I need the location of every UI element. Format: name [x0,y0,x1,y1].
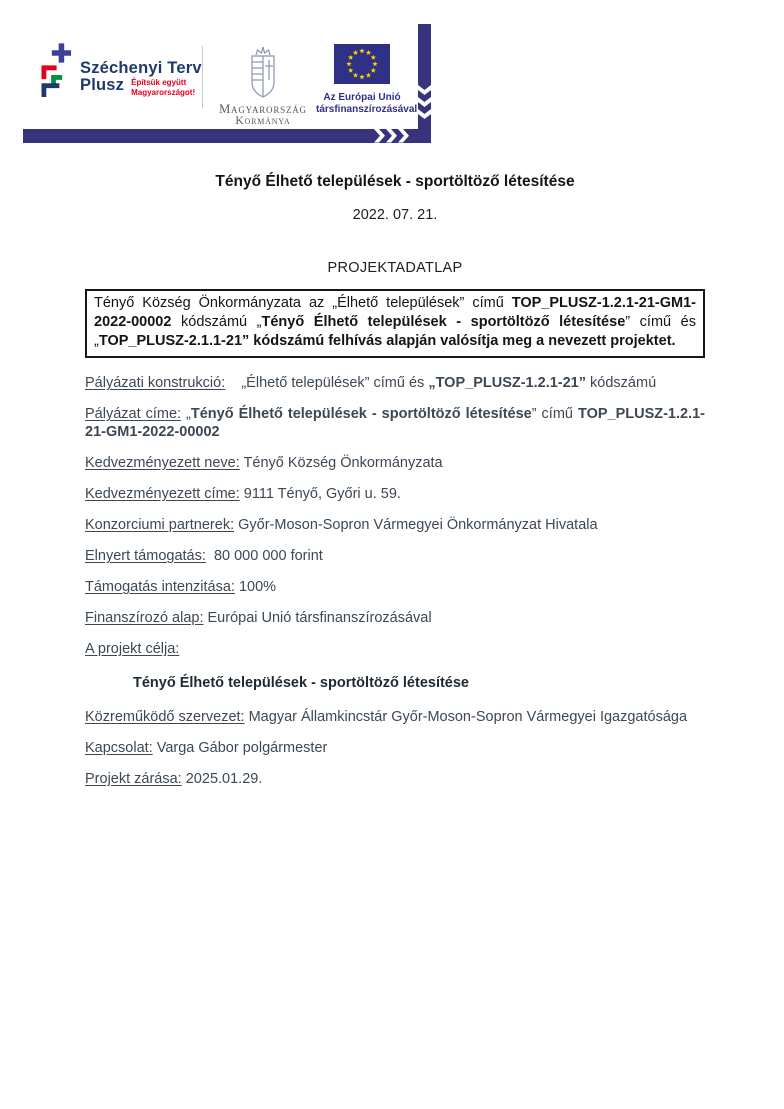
government-label-line2: Kormánya [235,115,291,127]
logo-divider [202,46,203,108]
funding-logo-header [0,0,784,160]
szechenyi-logo-line2: Plusz [80,76,125,94]
field-label: Kedvezményezett neve: [85,455,240,471]
eu-flag-icon [334,44,390,84]
field-label: Közreműködő szervezet: [85,709,245,725]
field-label: Projekt zárása: [85,771,182,787]
detail-paragraph [85,640,705,658]
chevron-down-icons [418,85,431,119]
szechenyi-plusz-icon [36,42,80,108]
document-heading: PROJEKTADATLAP [327,260,463,276]
project-objective-line: Tényő Élhető települések - sportöltöző létesítése [133,675,469,691]
horizontal-accent-bar [23,129,431,143]
detail-paragraph: Kedvezményezett címe: 9111 Tényő, Győri u. 59. [85,486,401,502]
field-label: Finanszírozó alap: [85,610,204,626]
eu-cofinancing-label: Az Európai Unió társfinanszírozásával [316,92,418,115]
detail-paragraph: Pályázati konstrukció: „Élhető települések” című és „TOP_PLUSZ-1.2.1-21” kódszámú [85,375,657,391]
field-label: Pályázat címe: [85,406,182,422]
government-label-line1: Magyarország [219,102,307,116]
detail-paragraph: Kapcsolat: Varga Gábor polgármester [85,740,328,756]
detail-paragraph: Konzorciumi partnerek: Győr-Moson-Sopron Vármegyei Önkormányzat Hivatala [85,517,598,533]
field-label: Támogatás intenzitása: [85,579,235,595]
project-summary-box: Tényő Község Önkormányzata az „Élhető települések” című TOP_PLUSZ-1.2.1-21-GM1-2022-00002 kódszámú „Tényő Élhető települések - sportöltöző létesítése” című és „TOP_PLUSZ-2.1.1-21” kódszámú felhívás alapján valósítja meg a nevezett projektet. [85,289,705,358]
project-details [85,374,705,788]
detail-paragraph: Támogatás intenzitása: 100% [85,579,277,595]
hungary-government-logo [218,42,308,127]
vertical-accent-bar [418,24,431,143]
document-date: 2022. 07. 21. [352,207,438,223]
field-label: Kedvezményezett címe: [85,486,240,502]
eu-cofinancing-logo [316,44,418,115]
szechenyi-logo-tagline: Építsük együtt Magyarországot! [131,78,196,97]
project-document [85,143,705,801]
szechenyi-logo-line1: Széchenyi Terv [80,59,202,77]
detail-paragraph: Projekt zárása: 2025.01.29. [85,771,263,787]
field-label: Kapcsolat: [85,740,153,756]
detail-paragraph: Pályázat címe: „Tényő Élhető települések - sportöltöző létesítése” című TOP_PLUSZ-1.2.1-21-GM1-2022-00002 [85,406,706,440]
detail-paragraph: Kedvezményezett neve: Tényő Község Önkormányzata [85,455,443,471]
detail-paragraph: Finanszírozó alap: Európai Unió társfinanszírozásával [85,610,432,626]
detail-paragraph: Elnyert támogatás: 80 000 000 forint [85,548,323,564]
detail-paragraph: Közreműködő szervezet: Magyar Államkincstár Győr-Moson-Sopron Vármegyei Igazgatósága [85,709,688,725]
field-label: Pályázati konstrukció: [85,375,226,391]
chevron-right-icons [374,129,410,143]
document-title: Tényő Élhető települések - sportöltöző létesítése [215,173,575,190]
field-label: Konzorciumi partnerek: [85,517,235,533]
hungary-coat-of-arms-icon [250,42,276,100]
field-label: A projekt célja: [85,641,180,657]
field-label: Elnyert támogatás: [85,548,206,564]
szechenyi-terv-plusz-logo [36,42,202,108]
